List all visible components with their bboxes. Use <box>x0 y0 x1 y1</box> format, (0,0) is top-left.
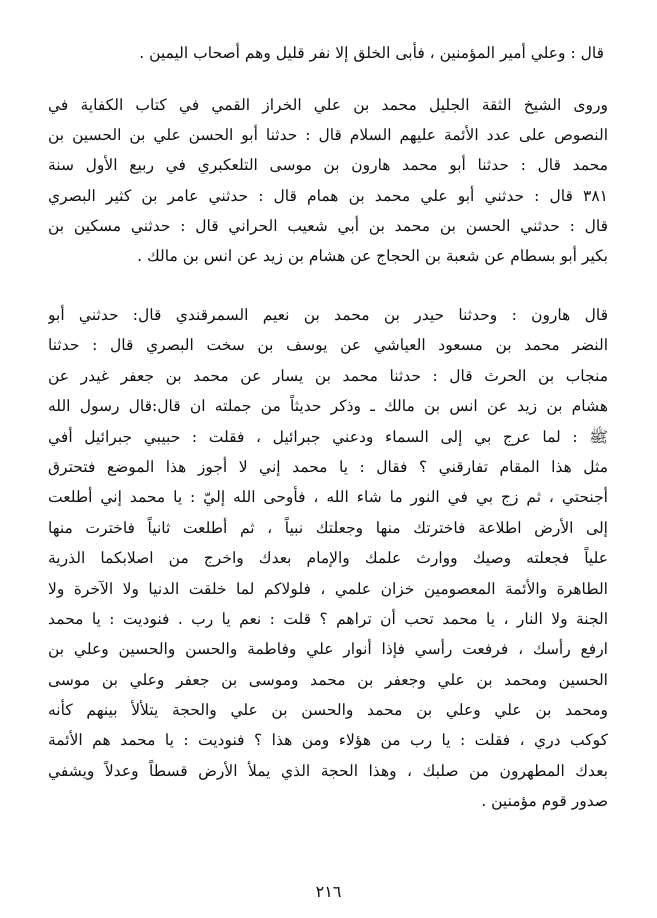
text-line: الحسين ومحمد بن علي وجعفر بن محمد وموسى بن جعفر وعلي بن موسى <box>48 670 608 689</box>
text-line: ارفع رأسك ، فرفعت رأسي فإذا أنوار علي وفاطمة والحسن والحسين وعلي بن <box>48 640 608 659</box>
text-line: الجنة ولا النار ، يا محمد تحب أن تراهم ؟ قلت : نعم يا رب . فنوديت : يا محمد <box>48 609 608 628</box>
text-line: قال : وعلي أمير المؤمنين ، فأبى الخلق إلا نفر قليل وهم أصحاب اليمين . <box>139 44 604 62</box>
text-line: كوكب دري ، فقلت : يا رب من هؤلاء ومن هذا ؟ فنوديت : يا محمد هم الأئمة <box>48 731 608 750</box>
text-line: علياً فجعلته وصيك ووارث علمك والإمام بعدك واخرج من اصلابكما الذرية <box>48 549 608 568</box>
page-number: ٢١٦ <box>315 882 342 901</box>
text-line: الطاهرة والأئمة المعصومين خزان علمي ، فلولاكم لما خلقت الدنيا ولا الآخرة ولا <box>48 579 608 598</box>
text-line: قال : حدثني الحسن بن محمد بن أبي شعيب الحراني قال : حدثني مسكين بن <box>48 216 608 235</box>
text-line: منجاب بن الحرث قال : حدثنا محمد بن يسار عن محمد بن جعفر غيدر عن <box>48 366 608 385</box>
text-line: ٣٨١ قال : حدثني أبو علي محمد بن همام قال : حدثني عامر بن كثير البصري <box>48 186 608 205</box>
text-line: أجنحتي ، ثم زج بي في النور ما شاء الله ، فأوحى الله إليّ : يا محمد إني أطلعت <box>48 488 608 507</box>
text-line: النصوص على عدد الأئمة عليهم السلام قال : حدثنا أبو الحسن علي بن الحسين بن <box>48 126 608 145</box>
text-line: محمد قال : حدثنا أبو محمد هارون بن موسى التلعكبري في ربيع الأول سنة <box>48 156 608 175</box>
text-line: مثل هذا المقام تفارقني ؟ فقال : يا محمد إني لا أجوز هذا الموضع فتحترق <box>48 457 608 476</box>
text-line: ومحمد بن علي وعلي بن محمد والحسن بن علي والحجة يتلألأ بينهم كأنه <box>48 701 608 720</box>
text-line: بكير أبو بسطام عن شعبة بن الحجاج عن هشام بن زيد عن انس بن مالك . <box>137 246 608 265</box>
text-line: إلى الأرض اطلاعة فاخترتك منها وجعلتك نبياً ، ثم أطلعت ثانياً فاخترت منها <box>48 518 608 537</box>
text-line: صدور قوم مؤمنين . <box>481 792 608 811</box>
paragraph-opening <box>48 38 604 68</box>
paragraph-kifaya-chain <box>48 90 608 271</box>
text-line: النضر محمد بن مسعود العياشي عن يوسف بن سخت البصري قال : حدثنا <box>48 336 608 355</box>
text-line: بعدك المطهرون من صلبك ، وهذا الحجة الذي يملأ الأرض قسطاً وعدلاً ويشفي <box>48 761 608 780</box>
text-line: وروى الشيخ الثقة الجليل محمد بن علي الخراز القمي في كتاب الكفاية في <box>48 96 608 114</box>
text-line: ﷺ : لما عرج بي إلى السماء ودعني جبرائيل ، فقلت : حبيبي جبرائيل أفي <box>48 427 608 446</box>
text-line: هشام بن زيد عن انس بن مالك ـ وذكر حديثاً من جملته ان قال:قال رسول الله <box>48 397 608 416</box>
text-line: قال هارون : وحدثنا حيدر بن محمد بن نعيم السمرقندي قال: حدثني أبو <box>48 306 608 324</box>
paragraph-harun-narration <box>48 300 608 817</box>
